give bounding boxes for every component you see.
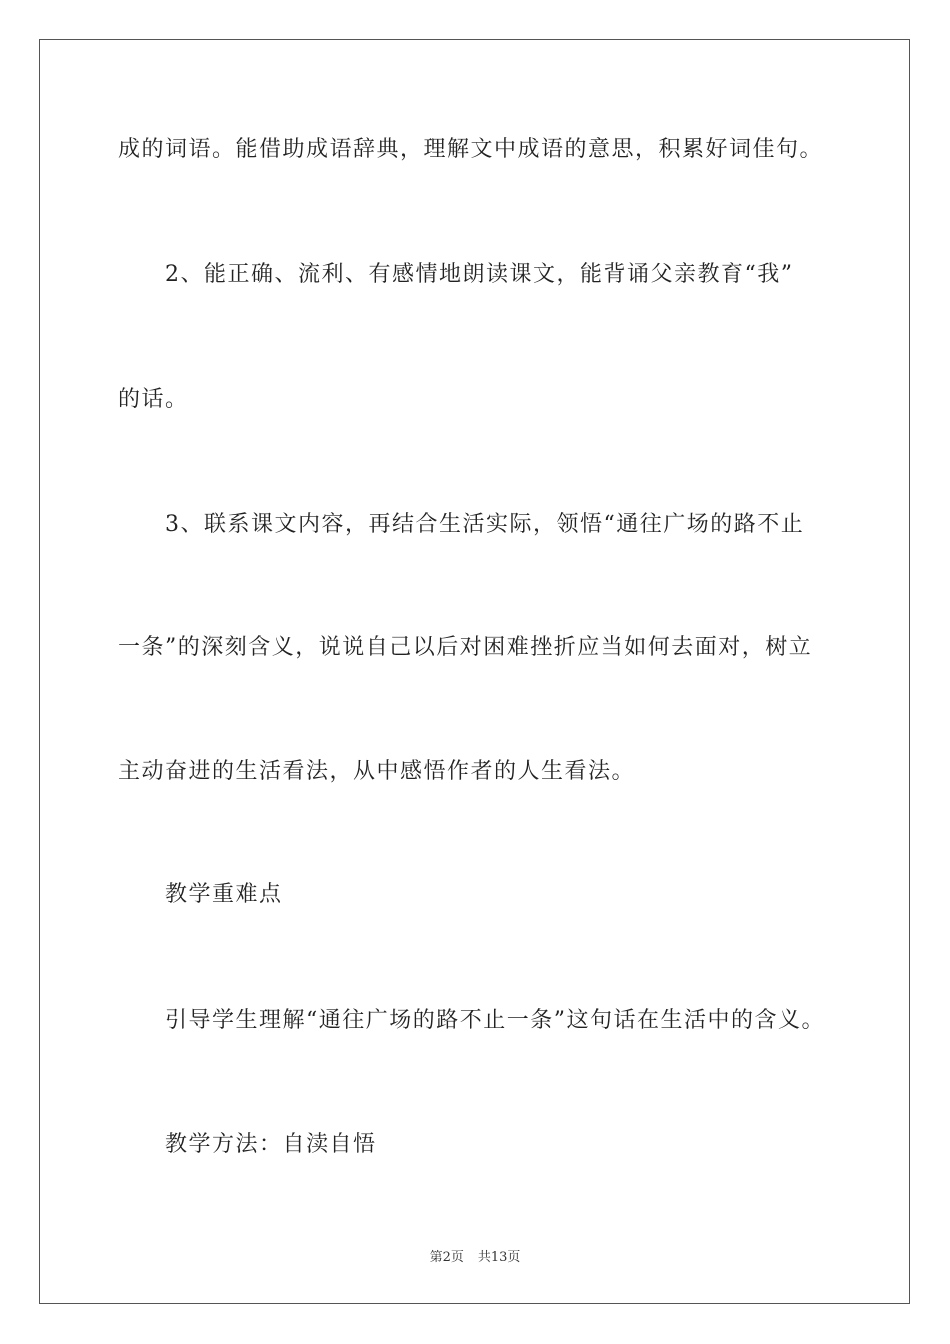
page-border	[39, 39, 910, 1304]
total-pages: 共13页	[477, 1250, 521, 1265]
paragraph-line: 主动奋进的生活看法，从中感悟作者的人生看法。	[118, 759, 636, 784]
paragraph-line: 2、能正确、流利、有感情地朗读课文，能背诵父亲教育“我”	[165, 262, 794, 287]
paragraph-line: 教学方法：自渎自悟	[165, 1132, 377, 1157]
page-footer	[0, 1246, 950, 1265]
paragraph-line: 一条”的深刻含义，说说自己以后对困难挫折应当如何去面对，树立	[118, 635, 813, 660]
page-number: 第2页	[429, 1250, 464, 1265]
section-heading: 教学重难点	[165, 882, 283, 907]
paragraph-line: 的话。	[118, 387, 189, 412]
paragraph-line: 3、联系课文内容，再结合生活实际，领悟“通往广场的路不止	[165, 512, 805, 537]
paragraph-line: 成的词语。能借助成语辞典，理解文中成语的意思，积累好词佳句。	[118, 137, 824, 162]
paragraph-line: 引导学生理解“通往广场的路不止一条”这句话在生活中的含义。	[165, 1008, 825, 1033]
